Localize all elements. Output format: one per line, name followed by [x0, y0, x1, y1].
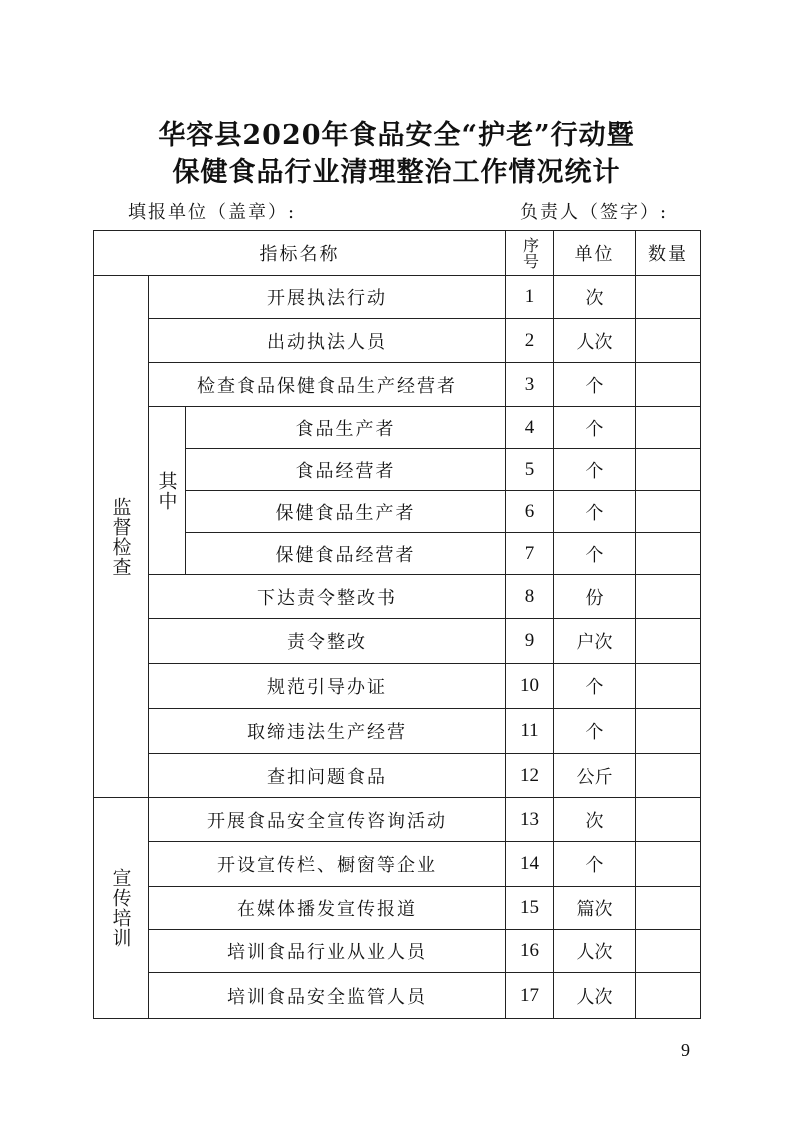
quantity-cell[interactable] [636, 709, 701, 754]
row-name: 培训食品行业从业人员 [149, 930, 506, 973]
row-name: 培训食品安全监管人员 [149, 973, 506, 1019]
group-label-training: 宣传培训 [109, 868, 132, 948]
row-seq: 2 [506, 319, 554, 363]
header-seq-cell [506, 231, 554, 276]
row-seq: 15 [506, 887, 554, 930]
table-row [94, 887, 701, 930]
row-unit: 人次 [554, 973, 636, 1019]
row-name: 开设宣传栏、橱窗等企业 [149, 842, 506, 887]
row-unit: 次 [554, 798, 636, 842]
row-name: 在媒体播发宣传报道 [149, 887, 506, 930]
row-unit: 个 [554, 407, 636, 449]
row-unit: 户次 [554, 619, 636, 664]
quantity-cell[interactable] [636, 575, 701, 619]
row-seq: 10 [506, 664, 554, 709]
row-unit: 个 [554, 449, 636, 491]
quantity-cell[interactable] [636, 533, 701, 575]
table-row [94, 709, 701, 754]
table-row [94, 754, 701, 798]
table-header-row [94, 231, 701, 276]
quantity-cell[interactable] [636, 887, 701, 930]
row-name: 食品经营者 [186, 449, 506, 491]
row-unit: 个 [554, 363, 636, 407]
table-row [94, 363, 701, 407]
row-seq: 6 [506, 491, 554, 533]
row-seq: 3 [506, 363, 554, 407]
subgroup-cell-among [149, 407, 186, 575]
row-name: 保健食品经营者 [186, 533, 506, 575]
row-seq: 12 [506, 754, 554, 798]
row-unit: 份 [554, 575, 636, 619]
table-row [94, 276, 701, 319]
row-name: 责令整改 [149, 619, 506, 664]
quantity-cell[interactable] [636, 973, 701, 1019]
row-seq: 5 [506, 449, 554, 491]
row-unit: 次 [554, 276, 636, 319]
quantity-cell[interactable] [636, 619, 701, 664]
header-seq: 序号 [520, 237, 540, 269]
group-label-supervision: 监督检查 [109, 496, 132, 577]
header-indicator-name: 指标名称 [94, 231, 506, 276]
row-seq: 14 [506, 842, 554, 887]
subgroup-label-among: 其中 [155, 470, 178, 511]
table-row [94, 319, 701, 363]
row-name: 出动执法人员 [149, 319, 506, 363]
row-name: 开展食品安全宣传咨询活动 [149, 798, 506, 842]
table-row [94, 533, 701, 575]
row-seq: 16 [506, 930, 554, 973]
row-unit: 个 [554, 842, 636, 887]
quantity-cell[interactable] [636, 664, 701, 709]
table-row [94, 619, 701, 664]
row-seq: 17 [506, 973, 554, 1019]
page-number: 9 [681, 1040, 690, 1060]
table-row [94, 575, 701, 619]
row-seq: 9 [506, 619, 554, 664]
row-unit: 篇次 [554, 887, 636, 930]
row-name: 食品生产者 [186, 407, 506, 449]
table-row [94, 798, 701, 842]
row-unit: 个 [554, 533, 636, 575]
table-row [94, 973, 701, 1019]
row-seq: 8 [506, 575, 554, 619]
quantity-cell[interactable] [636, 842, 701, 887]
row-name: 开展执法行动 [149, 276, 506, 319]
row-unit: 个 [554, 491, 636, 533]
row-unit: 个 [554, 709, 636, 754]
document-title-line-2: 保健食品行业清理整治工作情况统计 [172, 157, 621, 188]
row-name: 检查食品保健食品生产经营者 [149, 363, 506, 407]
row-seq: 11 [506, 709, 554, 754]
table-row [94, 407, 701, 449]
row-seq: 1 [506, 276, 554, 319]
row-seq: 4 [506, 407, 554, 449]
quantity-cell[interactable] [636, 798, 701, 842]
quantity-cell[interactable] [636, 363, 701, 407]
quantity-cell[interactable] [636, 319, 701, 363]
header-quantity: 数量 [636, 231, 701, 276]
table-row [94, 491, 701, 533]
quantity-cell[interactable] [636, 754, 701, 798]
quantity-cell[interactable] [636, 491, 701, 533]
fill-unit-label: 填报单位（盖章）: [128, 202, 297, 223]
row-seq: 13 [506, 798, 554, 842]
row-name: 查扣问题食品 [149, 754, 506, 798]
quantity-cell[interactable] [636, 449, 701, 491]
group-cell-supervision [94, 276, 149, 798]
table-row [94, 842, 701, 887]
quantity-cell[interactable] [636, 407, 701, 449]
responsible-person-label: 负责人（签字）: [520, 202, 669, 223]
row-unit: 个 [554, 664, 636, 709]
row-unit: 人次 [554, 319, 636, 363]
quantity-cell[interactable] [636, 930, 701, 973]
quantity-cell[interactable] [636, 276, 701, 319]
group-cell-training [94, 798, 149, 1019]
row-name: 下达责令整改书 [149, 575, 506, 619]
header-unit: 单位 [554, 231, 636, 276]
row-unit: 公斤 [554, 754, 636, 798]
row-name: 保健食品生产者 [186, 491, 506, 533]
table-row [94, 449, 701, 491]
row-unit: 人次 [554, 930, 636, 973]
row-seq: 7 [506, 533, 554, 575]
document-title-line-1: 华容县2020年食品安全“护老”行动暨 [158, 120, 635, 151]
table-row [94, 664, 701, 709]
statistics-table [93, 230, 701, 1019]
row-name: 规范引导办证 [149, 664, 506, 709]
table-row [94, 930, 701, 973]
row-name: 取缔违法生产经营 [149, 709, 506, 754]
